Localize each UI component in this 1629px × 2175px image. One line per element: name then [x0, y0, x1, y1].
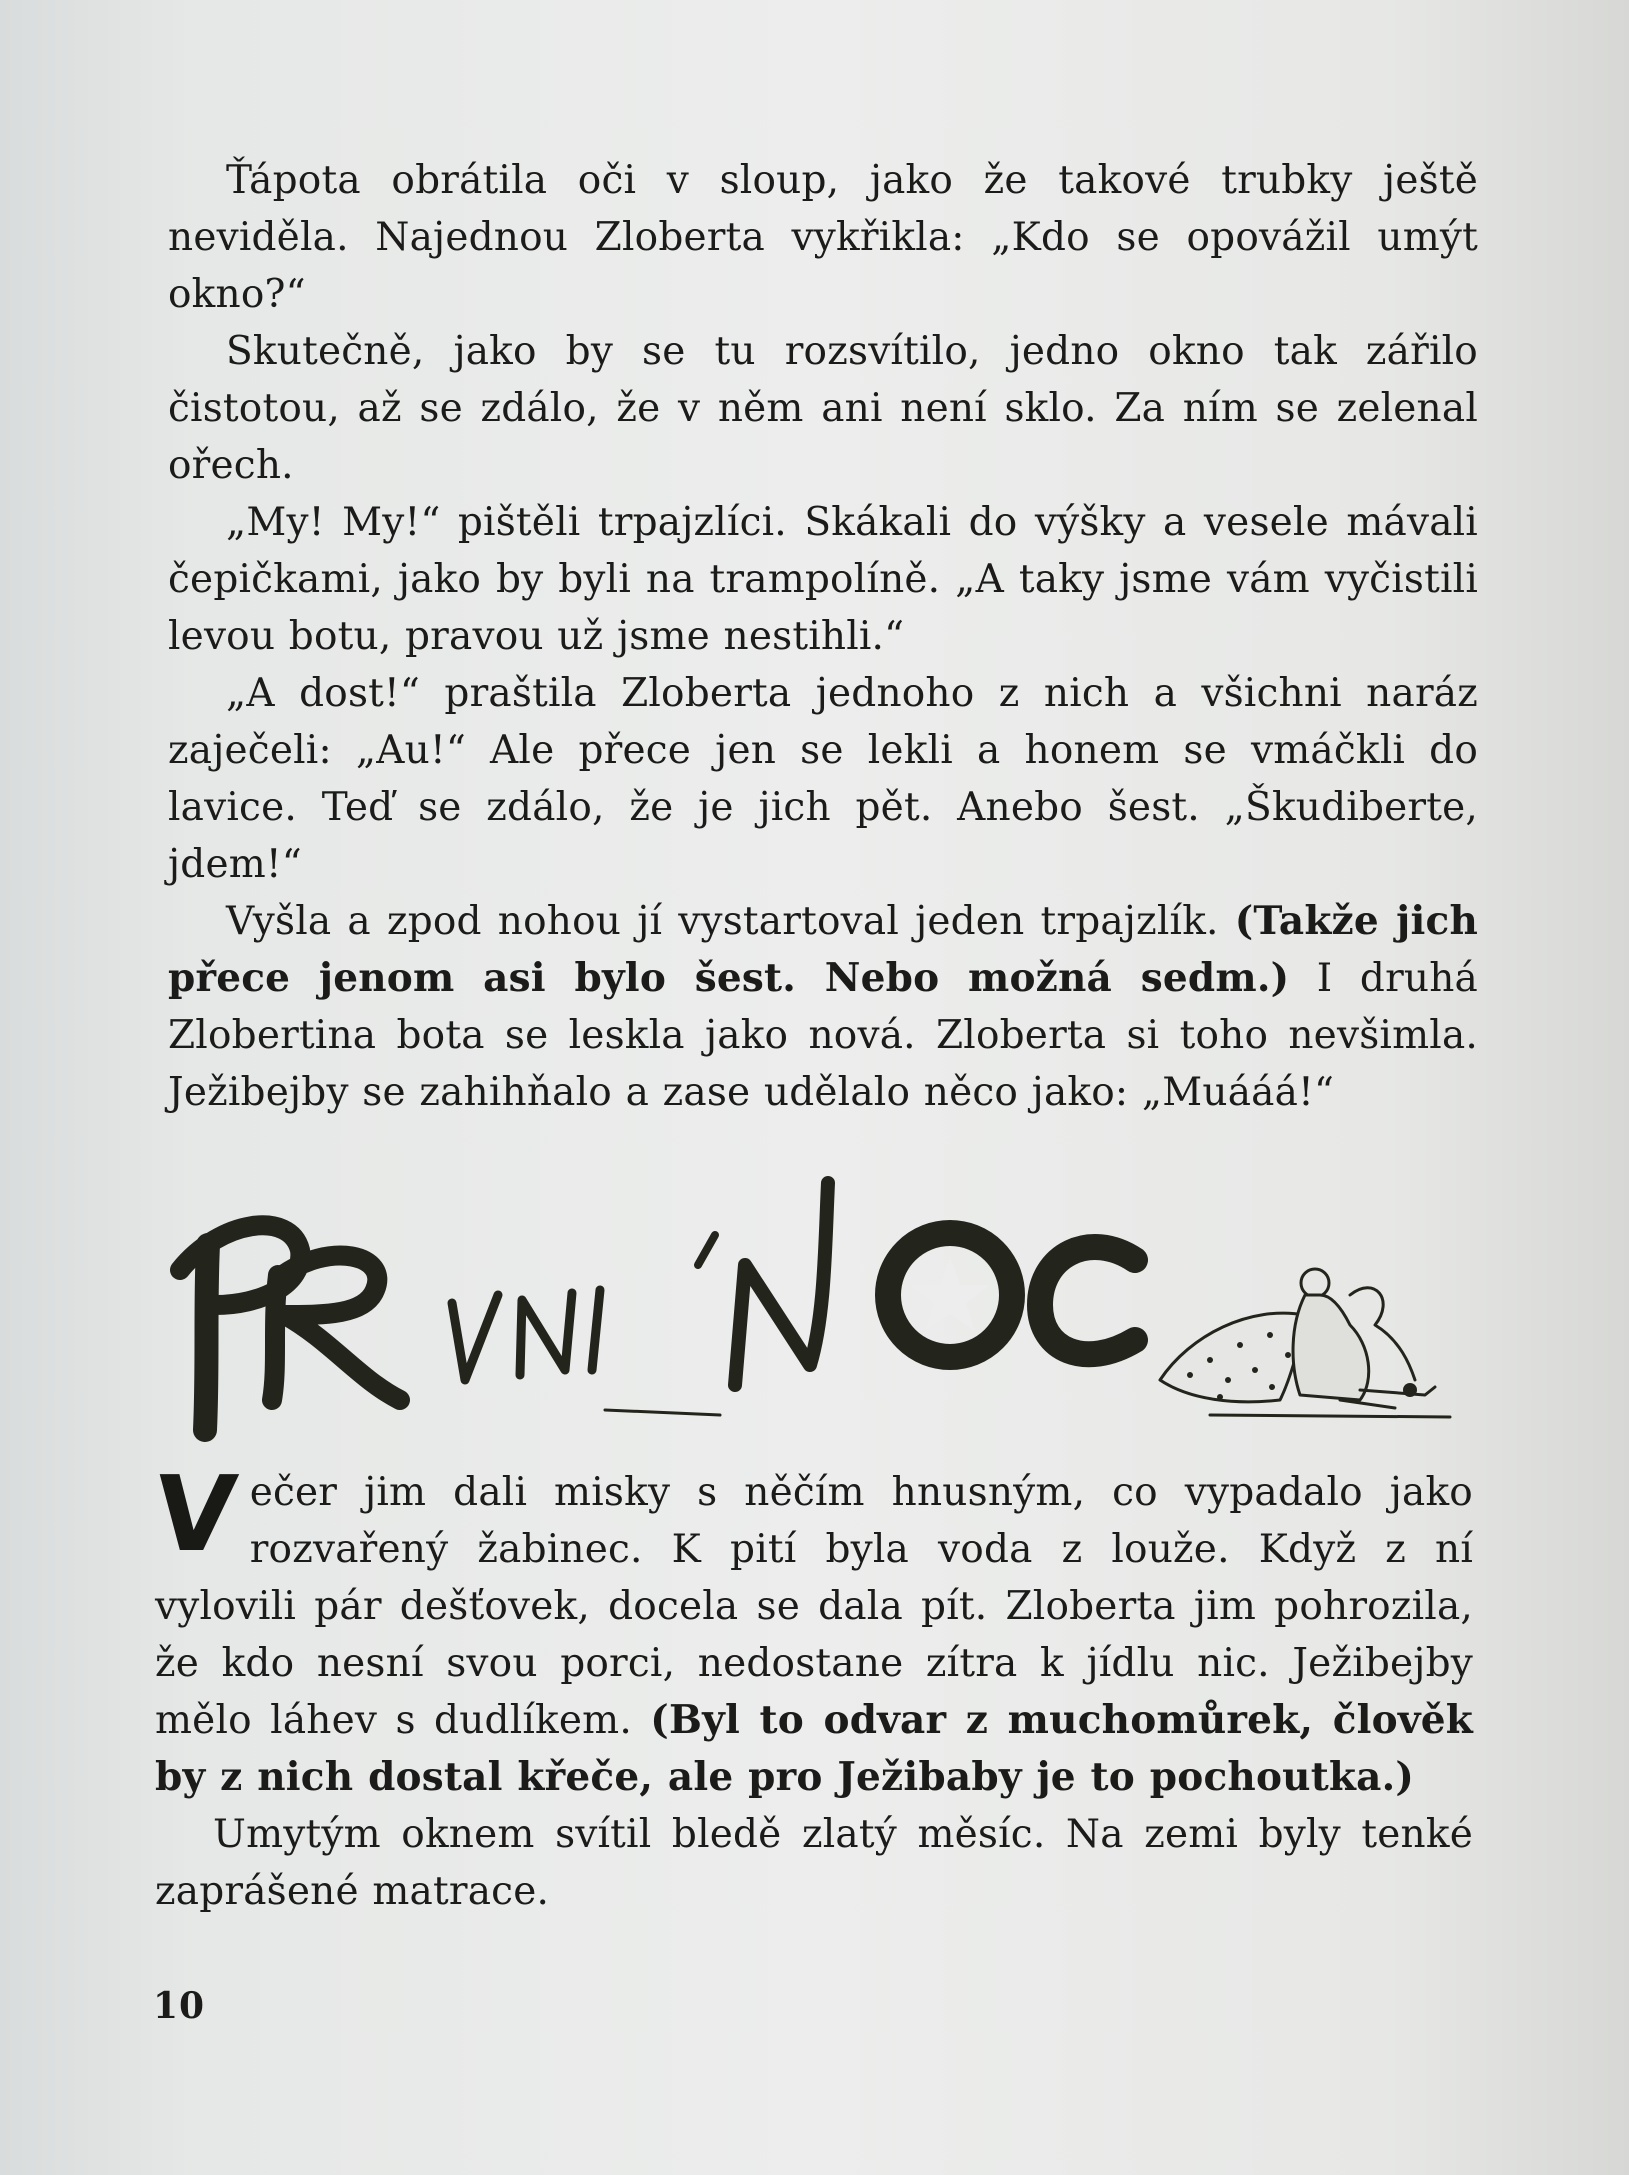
chapter-title-lettering — [160, 1165, 1460, 1455]
paragraph-5 — [168, 893, 1478, 1121]
chapter-paragraph-1 — [148, 1453, 1473, 1806]
drop-cap: V — [148, 1453, 243, 1575]
chapter-paragraph-1-text: ečer jim dali misky s něčím hnusným, co vypadalo jako rozvařený žabinec. K pití byla voda z louže. Když z ní vylovili pár dešťovek, docela se dala pít. Zloberta jim pohrozila, že kdo nesní svou porci, nedostane zítra k jídlu nic. Ježibejby mělo láhev s dudlíkem. — [155, 1470, 1473, 1743]
chapter-paragraph-2: Umytým oknem svítil bledě zlatý měsíc. Na zemi byly tenké zaprášené matrace. — [155, 1812, 1473, 1914]
chapter-heading — [160, 1165, 1460, 1455]
paragraph-4: „A dost!“ praštila Zloberta jednoho z nich a všichni naráz zaječeli: „Au!“ Ale přece jen se lekli a honem se vmáčkli do lavice. Teď se zdálo, že je jich pět. Anebo šest. „Škudiberte, jdem!“ — [168, 671, 1478, 887]
page-number: 10 — [153, 1985, 206, 2027]
paragraph-3: „My! My!“ pištěli trpajzlíci. Skákali do výšky a vesele mávali čepičkami, jako by byli na trampolíně. „A taky jsme vám vyčistili levou botu, pravou už jsme nestihli.“ — [168, 500, 1478, 659]
paragraph-2: Skutečně, jako by se tu rozsvítilo, jedno okno tak zářilo čistotou, až se zdálo, že v něm ani není sklo. Za ním se zelenal ořech. — [168, 329, 1478, 488]
text-block-top — [168, 152, 1478, 1121]
paragraph-5-end: I druhá Zlobertina bota se leskla jako nová. Zloberta si toho nevšimla. Ježibejby se zahihňalo a zase udělalo něco jako: „Muááá!“ — [168, 956, 1478, 1115]
chapter-paragraph-1-bold: (Byl to odvar z muchomůrek, člověk by z nich dostal křeče, ale pro Ježibaby je to pochoutka.) — [155, 1697, 1473, 1800]
paragraph-5-start: Vyšla a zpod nohou jí vystartoval jeden trpajzlík. — [226, 899, 1235, 944]
paragraph-5-bold: (Takže jich přece jenom asi bylo šest. Nebo možná sedm.) — [168, 898, 1478, 1001]
paragraph-1: Ťápota obrátila oči v sloup, jako že takové trubky ještě neviděla. Najednou Zloberta vykřikla: „Kdo se opovážil umýt okno?“ — [168, 158, 1478, 317]
text-block-chapter — [148, 1453, 1473, 1920]
